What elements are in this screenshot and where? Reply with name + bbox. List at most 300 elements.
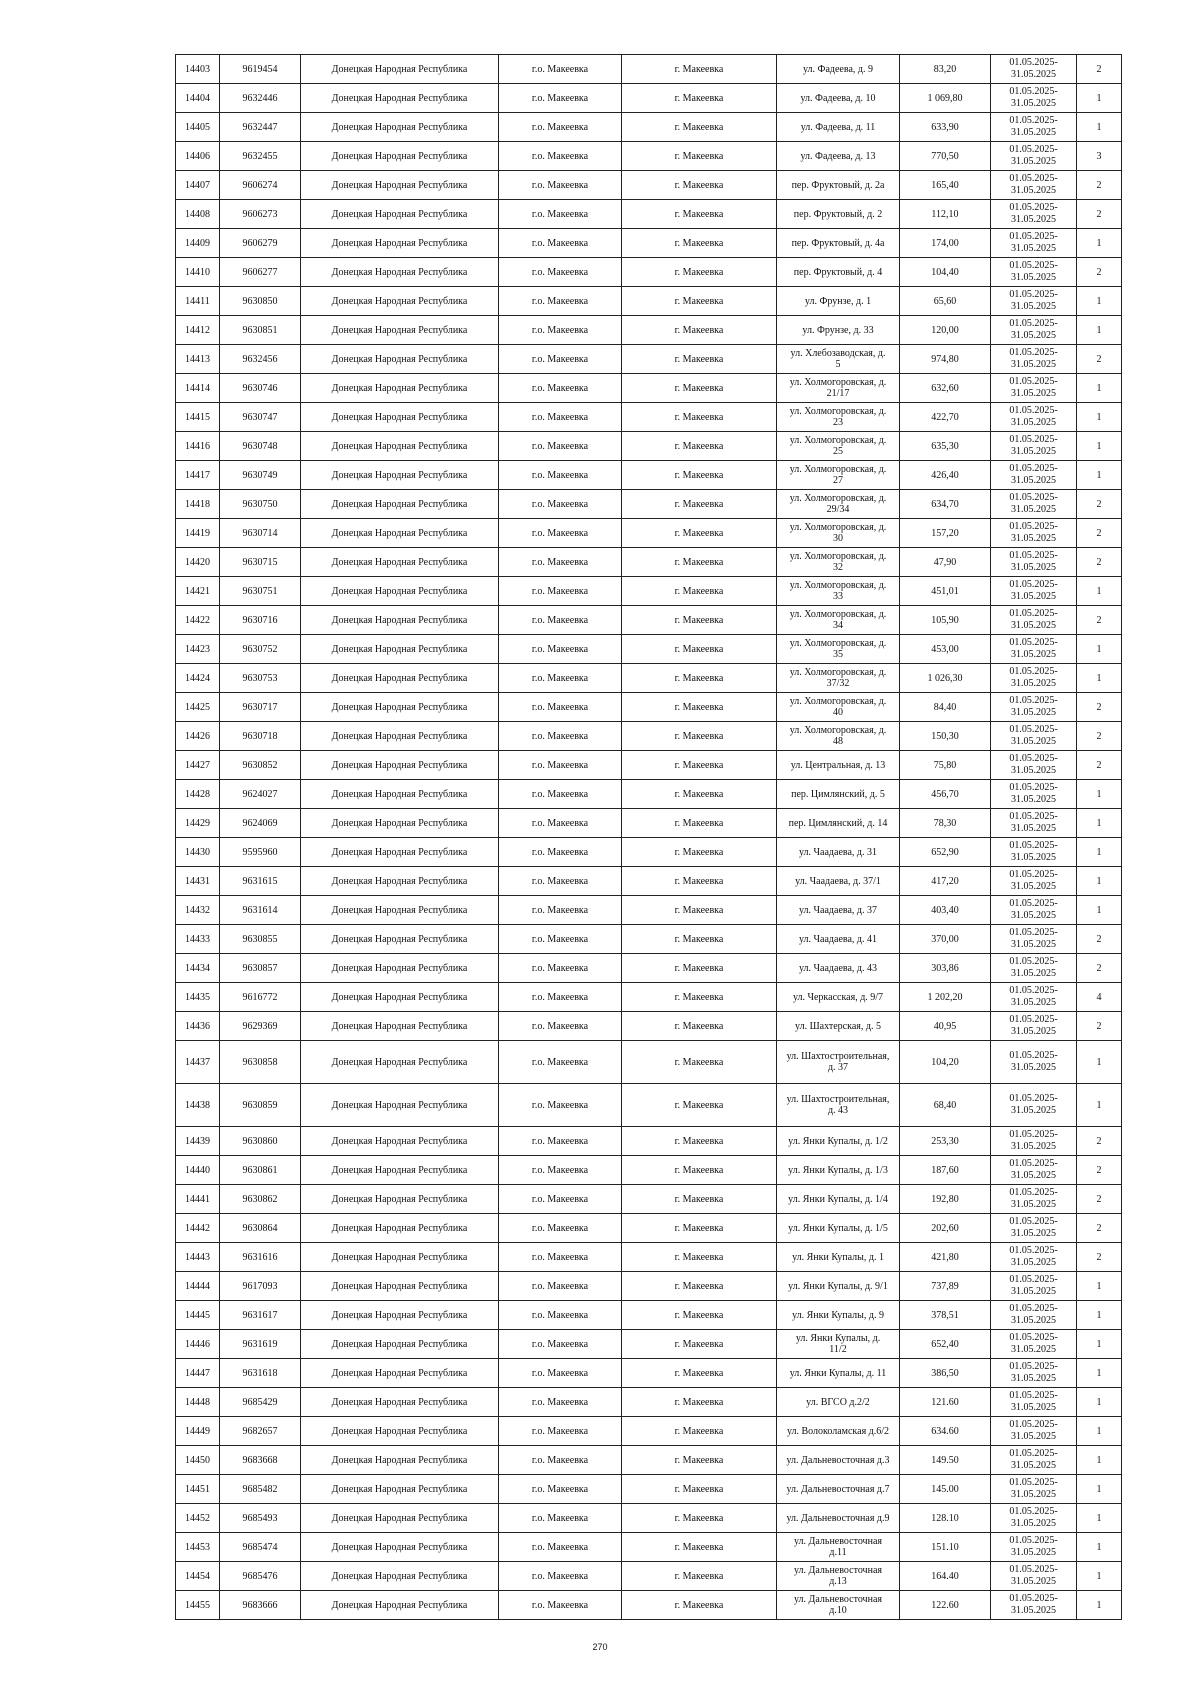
cell-row-index: 14422: [176, 606, 220, 635]
cell-municipality: г.о. Макеевка: [499, 287, 622, 316]
cell-city: г. Макеевка: [622, 838, 777, 867]
cell-region: Донецкая Народная Республика: [301, 1041, 499, 1084]
cell-period: 01.05.2025- 31.05.2025: [991, 461, 1077, 490]
cell-object-code: 9682657: [220, 1417, 301, 1446]
cell-object-code: 9630714: [220, 519, 301, 548]
cell-address: ул. Фрунзе, д. 33: [777, 316, 900, 345]
cell-area: 1 069,80: [900, 84, 991, 113]
cell-municipality: г.о. Макеевка: [499, 55, 622, 84]
cell-object-code: 9606274: [220, 171, 301, 200]
cell-area: 65,60: [900, 287, 991, 316]
cell-city: г. Макеевка: [622, 896, 777, 925]
cell-area: 151.10: [900, 1533, 991, 1562]
cell-period: 01.05.2025- 31.05.2025: [991, 751, 1077, 780]
cell-address: ул. Шахтерская, д. 5: [777, 1012, 900, 1041]
cell-address: ул. Янки Купалы, д. 11/2: [777, 1330, 900, 1359]
cell-city: г. Макеевка: [622, 461, 777, 490]
cell-region: Донецкая Народная Республика: [301, 635, 499, 664]
cell-count: 1: [1077, 577, 1122, 606]
cell-region: Донецкая Народная Республика: [301, 954, 499, 983]
cell-city: г. Макеевка: [622, 1417, 777, 1446]
table-row: [176, 1012, 1122, 1041]
table-row: [176, 780, 1122, 809]
table-row: [176, 200, 1122, 229]
cell-period: 01.05.2025- 31.05.2025: [991, 693, 1077, 722]
cell-object-code: 9606279: [220, 229, 301, 258]
cell-row-index: 14427: [176, 751, 220, 780]
table-row: [176, 171, 1122, 200]
cell-object-code: 9683666: [220, 1591, 301, 1620]
cell-address: ул. Холмогоровская, д. 23: [777, 403, 900, 432]
cell-object-code: 9630751: [220, 577, 301, 606]
cell-area: 253,30: [900, 1127, 991, 1156]
cell-area: 1 202,20: [900, 983, 991, 1012]
cell-region: Донецкая Народная Республика: [301, 983, 499, 1012]
cell-period: 01.05.2025- 31.05.2025: [991, 896, 1077, 925]
table-row: [176, 84, 1122, 113]
cell-city: г. Макеевка: [622, 519, 777, 548]
table-row: [176, 1185, 1122, 1214]
cell-row-index: 14408: [176, 200, 220, 229]
cell-address: ул. Волоколамская д.6/2: [777, 1417, 900, 1446]
cell-period: 01.05.2025- 31.05.2025: [991, 229, 1077, 258]
cell-address: ул. Холмогоровская, д. 27: [777, 461, 900, 490]
cell-city: г. Макеевка: [622, 1388, 777, 1417]
cell-address: ул. Фрунзе, д. 1: [777, 287, 900, 316]
cell-municipality: г.о. Макеевка: [499, 316, 622, 345]
cell-city: г. Макеевка: [622, 229, 777, 258]
cell-area: 47,90: [900, 548, 991, 577]
cell-count: 2: [1077, 171, 1122, 200]
cell-object-code: 9630858: [220, 1041, 301, 1084]
cell-area: 386,50: [900, 1359, 991, 1388]
cell-area: 83,20: [900, 55, 991, 84]
cell-count: 1: [1077, 1446, 1122, 1475]
table-row: [176, 1417, 1122, 1446]
cell-row-index: 14409: [176, 229, 220, 258]
cell-row-index: 14448: [176, 1388, 220, 1417]
cell-area: 157,20: [900, 519, 991, 548]
cell-address: ул. Холмогоровская, д. 21/17: [777, 374, 900, 403]
cell-city: г. Макеевка: [622, 258, 777, 287]
cell-object-code: 9630717: [220, 693, 301, 722]
cell-city: г. Макеевка: [622, 1446, 777, 1475]
cell-city: г. Макеевка: [622, 664, 777, 693]
cell-row-index: 14415: [176, 403, 220, 432]
cell-city: г. Макеевка: [622, 1156, 777, 1185]
cell-period: 01.05.2025- 31.05.2025: [991, 1446, 1077, 1475]
cell-address: ул. Холмогоровская, д. 37/32: [777, 664, 900, 693]
cell-municipality: г.о. Макеевка: [499, 1243, 622, 1272]
table-row: [176, 577, 1122, 606]
cell-count: 2: [1077, 1156, 1122, 1185]
cell-area: 104,20: [900, 1041, 991, 1084]
cell-count: 1: [1077, 229, 1122, 258]
cell-region: Донецкая Народная Республика: [301, 1417, 499, 1446]
cell-period: 01.05.2025- 31.05.2025: [991, 345, 1077, 374]
cell-address: пер. Цимлянский, д. 14: [777, 809, 900, 838]
cell-region: Донецкая Народная Республика: [301, 374, 499, 403]
cell-city: г. Макеевка: [622, 84, 777, 113]
cell-address: ул. Янки Купалы, д. 1/5: [777, 1214, 900, 1243]
cell-area: 187,60: [900, 1156, 991, 1185]
cell-city: г. Макеевка: [622, 925, 777, 954]
cell-count: 1: [1077, 1359, 1122, 1388]
cell-object-code: 9632446: [220, 84, 301, 113]
cell-area: 84,40: [900, 693, 991, 722]
cell-period: 01.05.2025- 31.05.2025: [991, 1591, 1077, 1620]
cell-count: 1: [1077, 1330, 1122, 1359]
cell-area: 770,50: [900, 142, 991, 171]
cell-row-index: 14405: [176, 113, 220, 142]
cell-municipality: г.о. Макеевка: [499, 1504, 622, 1533]
cell-area: 634,70: [900, 490, 991, 519]
cell-municipality: г.о. Макеевка: [499, 84, 622, 113]
cell-city: г. Макеевка: [622, 287, 777, 316]
cell-count: 1: [1077, 1533, 1122, 1562]
cell-row-index: 14443: [176, 1243, 220, 1272]
cell-object-code: 9685476: [220, 1562, 301, 1591]
cell-municipality: г.о. Макеевка: [499, 548, 622, 577]
cell-area: 633,90: [900, 113, 991, 142]
cell-object-code: 9630864: [220, 1214, 301, 1243]
cell-period: 01.05.2025- 31.05.2025: [991, 1156, 1077, 1185]
cell-object-code: 9629369: [220, 1012, 301, 1041]
cell-object-code: 9630851: [220, 316, 301, 345]
cell-row-index: 14436: [176, 1012, 220, 1041]
table-row: [176, 548, 1122, 577]
table-row: [176, 1214, 1122, 1243]
cell-area: 635,30: [900, 432, 991, 461]
cell-area: 634.60: [900, 1417, 991, 1446]
cell-region: Донецкая Народная Республика: [301, 287, 499, 316]
cell-row-index: 14425: [176, 693, 220, 722]
cell-municipality: г.о. Макеевка: [499, 693, 622, 722]
cell-municipality: г.о. Макеевка: [499, 374, 622, 403]
cell-row-index: 14447: [176, 1359, 220, 1388]
cell-address: ул. Дальневосточная д.3: [777, 1446, 900, 1475]
cell-row-index: 14428: [176, 780, 220, 809]
cell-region: Донецкая Народная Республика: [301, 1562, 499, 1591]
cell-municipality: г.о. Макеевка: [499, 1359, 622, 1388]
cell-row-index: 14407: [176, 171, 220, 200]
cell-count: 1: [1077, 1562, 1122, 1591]
cell-address: ул. Черкасская, д. 9/7: [777, 983, 900, 1012]
cell-count: 1: [1077, 374, 1122, 403]
cell-row-index: 14416: [176, 432, 220, 461]
cell-city: г. Макеевка: [622, 1272, 777, 1301]
cell-row-index: 14439: [176, 1127, 220, 1156]
cell-period: 01.05.2025- 31.05.2025: [991, 1272, 1077, 1301]
cell-period: 01.05.2025- 31.05.2025: [991, 1127, 1077, 1156]
cell-area: 737,89: [900, 1272, 991, 1301]
cell-period: 01.05.2025- 31.05.2025: [991, 316, 1077, 345]
cell-count: 2: [1077, 606, 1122, 635]
cell-row-index: 14403: [176, 55, 220, 84]
cell-period: 01.05.2025- 31.05.2025: [991, 200, 1077, 229]
cell-period: 01.05.2025- 31.05.2025: [991, 780, 1077, 809]
table-row: [176, 1041, 1122, 1084]
cell-period: 01.05.2025- 31.05.2025: [991, 1562, 1077, 1591]
cell-region: Донецкая Народная Республика: [301, 258, 499, 287]
cell-municipality: г.о. Макеевка: [499, 1041, 622, 1084]
cell-address: ул. Шахтостроительная, д. 37: [777, 1041, 900, 1084]
table-row: [176, 1533, 1122, 1562]
cell-count: 2: [1077, 1185, 1122, 1214]
cell-row-index: 14451: [176, 1475, 220, 1504]
cell-municipality: г.о. Макеевка: [499, 983, 622, 1012]
cell-count: 2: [1077, 1012, 1122, 1041]
cell-region: Донецкая Народная Республика: [301, 1156, 499, 1185]
cell-address: ул. Чаадаева, д. 37/1: [777, 867, 900, 896]
cell-period: 01.05.2025- 31.05.2025: [991, 1214, 1077, 1243]
cell-count: 4: [1077, 983, 1122, 1012]
cell-row-index: 14444: [176, 1272, 220, 1301]
cell-object-code: 9606273: [220, 200, 301, 229]
cell-address: ул. Чаадаева, д. 37: [777, 896, 900, 925]
cell-row-index: 14440: [176, 1156, 220, 1185]
cell-object-code: 9630715: [220, 548, 301, 577]
cell-object-code: 9685493: [220, 1504, 301, 1533]
cell-area: 974,80: [900, 345, 991, 374]
cell-row-index: 14441: [176, 1185, 220, 1214]
cell-row-index: 14455: [176, 1591, 220, 1620]
cell-object-code: 9632456: [220, 345, 301, 374]
cell-period: 01.05.2025- 31.05.2025: [991, 606, 1077, 635]
cell-address: ул. Янки Купалы, д. 1/3: [777, 1156, 900, 1185]
cell-municipality: г.о. Макеевка: [499, 896, 622, 925]
cell-city: г. Макеевка: [622, 432, 777, 461]
table-row: [176, 1330, 1122, 1359]
cell-row-index: 14421: [176, 577, 220, 606]
cell-municipality: г.о. Макеевка: [499, 1156, 622, 1185]
cell-region: Донецкая Народная Республика: [301, 1012, 499, 1041]
cell-municipality: г.о. Макеевка: [499, 577, 622, 606]
cell-period: 01.05.2025- 31.05.2025: [991, 1084, 1077, 1127]
cell-period: 01.05.2025- 31.05.2025: [991, 983, 1077, 1012]
cell-region: Донецкая Народная Республика: [301, 316, 499, 345]
cell-count: 2: [1077, 925, 1122, 954]
cell-object-code: 9630857: [220, 954, 301, 983]
cell-municipality: г.о. Макеевка: [499, 490, 622, 519]
cell-region: Донецкая Народная Республика: [301, 55, 499, 84]
cell-city: г. Макеевка: [622, 577, 777, 606]
cell-city: г. Макеевка: [622, 548, 777, 577]
cell-address: ул. Холмогоровская, д. 32: [777, 548, 900, 577]
cell-period: 01.05.2025- 31.05.2025: [991, 171, 1077, 200]
records-table: [175, 54, 1122, 1620]
cell-count: 1: [1077, 432, 1122, 461]
cell-object-code: 9685482: [220, 1475, 301, 1504]
cell-period: 01.05.2025- 31.05.2025: [991, 1330, 1077, 1359]
cell-region: Донецкая Народная Республика: [301, 1084, 499, 1127]
cell-period: 01.05.2025- 31.05.2025: [991, 1243, 1077, 1272]
cell-area: 120,00: [900, 316, 991, 345]
cell-region: Донецкая Народная Республика: [301, 1272, 499, 1301]
cell-object-code: 9632455: [220, 142, 301, 171]
table-row: [176, 983, 1122, 1012]
cell-area: 174,00: [900, 229, 991, 258]
cell-region: Донецкая Народная Республика: [301, 1388, 499, 1417]
cell-row-index: 14435: [176, 983, 220, 1012]
cell-address: ул. Холмогоровская, д. 25: [777, 432, 900, 461]
cell-count: 1: [1077, 316, 1122, 345]
cell-region: Донецкая Народная Республика: [301, 722, 499, 751]
cell-municipality: г.о. Макеевка: [499, 809, 622, 838]
cell-region: Донецкая Народная Республика: [301, 142, 499, 171]
cell-address: ул. Янки Купалы, д. 11: [777, 1359, 900, 1388]
cell-count: 2: [1077, 200, 1122, 229]
document-sheet: [175, 54, 1121, 1620]
cell-object-code: 9606277: [220, 258, 301, 287]
cell-region: Донецкая Народная Республика: [301, 577, 499, 606]
cell-municipality: г.о. Макеевка: [499, 461, 622, 490]
cell-object-code: 9683668: [220, 1446, 301, 1475]
table-row: [176, 316, 1122, 345]
cell-object-code: 9624027: [220, 780, 301, 809]
table-row: [176, 838, 1122, 867]
table-row: [176, 751, 1122, 780]
table-row: [176, 606, 1122, 635]
cell-address: ул. Чаадаева, д. 31: [777, 838, 900, 867]
cell-count: 2: [1077, 55, 1122, 84]
cell-object-code: 9630748: [220, 432, 301, 461]
cell-address: ул. Чаадаева, д. 43: [777, 954, 900, 983]
cell-object-code: 9630718: [220, 722, 301, 751]
cell-area: 112,10: [900, 200, 991, 229]
cell-city: г. Макеевка: [622, 55, 777, 84]
cell-municipality: г.о. Макеевка: [499, 403, 622, 432]
cell-city: г. Макеевка: [622, 1127, 777, 1156]
cell-region: Донецкая Народная Республика: [301, 461, 499, 490]
table-row: [176, 1359, 1122, 1388]
table-row: [176, 809, 1122, 838]
cell-municipality: г.о. Макеевка: [499, 664, 622, 693]
cell-address: ул. Центральная, д. 13: [777, 751, 900, 780]
cell-count: 2: [1077, 258, 1122, 287]
cell-municipality: г.о. Макеевка: [499, 200, 622, 229]
table-row: [176, 1084, 1122, 1127]
cell-region: Донецкая Народная Республика: [301, 200, 499, 229]
cell-address: ул. Холмогоровская, д. 34: [777, 606, 900, 635]
cell-city: г. Макеевка: [622, 954, 777, 983]
cell-area: 128.10: [900, 1504, 991, 1533]
cell-city: г. Макеевка: [622, 809, 777, 838]
cell-municipality: г.о. Макеевка: [499, 258, 622, 287]
cell-period: 01.05.2025- 31.05.2025: [991, 258, 1077, 287]
cell-count: 1: [1077, 1591, 1122, 1620]
cell-region: Донецкая Народная Республика: [301, 780, 499, 809]
cell-region: Донецкая Народная Республика: [301, 1475, 499, 1504]
cell-address: ул. Холмогоровская, д. 35: [777, 635, 900, 664]
table-row: [176, 1301, 1122, 1330]
table-row: [176, 461, 1122, 490]
cell-municipality: г.о. Макеевка: [499, 519, 622, 548]
cell-row-index: 14454: [176, 1562, 220, 1591]
cell-city: г. Макеевка: [622, 142, 777, 171]
cell-count: 1: [1077, 1084, 1122, 1127]
cell-municipality: г.о. Макеевка: [499, 142, 622, 171]
cell-city: г. Макеевка: [622, 1504, 777, 1533]
cell-region: Донецкая Народная Республика: [301, 1185, 499, 1214]
cell-municipality: г.о. Макеевка: [499, 925, 622, 954]
cell-region: Донецкая Народная Республика: [301, 925, 499, 954]
table-row: [176, 1388, 1122, 1417]
cell-municipality: г.о. Макеевка: [499, 867, 622, 896]
cell-area: 164.40: [900, 1562, 991, 1591]
table-row: [176, 374, 1122, 403]
cell-period: 01.05.2025- 31.05.2025: [991, 403, 1077, 432]
cell-address: ул. Дальневосточная д.10: [777, 1591, 900, 1620]
cell-row-index: 14445: [176, 1301, 220, 1330]
cell-period: 01.05.2025- 31.05.2025: [991, 287, 1077, 316]
cell-object-code: 9631615: [220, 867, 301, 896]
cell-count: 1: [1077, 461, 1122, 490]
cell-count: 1: [1077, 1388, 1122, 1417]
cell-area: 652,90: [900, 838, 991, 867]
cell-period: 01.05.2025- 31.05.2025: [991, 1301, 1077, 1330]
cell-period: 01.05.2025- 31.05.2025: [991, 55, 1077, 84]
cell-area: 165,40: [900, 171, 991, 200]
cell-area: 192,80: [900, 1185, 991, 1214]
cell-city: г. Макеевка: [622, 171, 777, 200]
cell-object-code: 9619454: [220, 55, 301, 84]
page-number: 270: [592, 1642, 608, 1652]
cell-region: Донецкая Народная Республика: [301, 490, 499, 519]
cell-municipality: г.о. Макеевка: [499, 606, 622, 635]
cell-row-index: 14438: [176, 1084, 220, 1127]
cell-period: 01.05.2025- 31.05.2025: [991, 635, 1077, 664]
cell-city: г. Макеевка: [622, 113, 777, 142]
cell-count: 1: [1077, 1301, 1122, 1330]
cell-object-code: 9630746: [220, 374, 301, 403]
cell-address: ул. Дальневосточная д.9: [777, 1504, 900, 1533]
cell-municipality: г.о. Макеевка: [499, 838, 622, 867]
table-row: [176, 1562, 1122, 1591]
cell-count: 2: [1077, 1127, 1122, 1156]
cell-area: 370,00: [900, 925, 991, 954]
table-row: [176, 432, 1122, 461]
table-row: [176, 896, 1122, 925]
cell-row-index: 14432: [176, 896, 220, 925]
cell-count: 1: [1077, 1417, 1122, 1446]
cell-period: 01.05.2025- 31.05.2025: [991, 1533, 1077, 1562]
cell-object-code: 9632447: [220, 113, 301, 142]
cell-city: г. Макеевка: [622, 374, 777, 403]
cell-city: г. Макеевка: [622, 1012, 777, 1041]
cell-row-index: 14406: [176, 142, 220, 171]
cell-period: 01.05.2025- 31.05.2025: [991, 142, 1077, 171]
table-row: [176, 142, 1122, 171]
cell-period: 01.05.2025- 31.05.2025: [991, 1359, 1077, 1388]
cell-object-code: 9624069: [220, 809, 301, 838]
cell-address: ул. Дальневосточная д.7: [777, 1475, 900, 1504]
cell-row-index: 14437: [176, 1041, 220, 1084]
cell-count: 1: [1077, 84, 1122, 113]
cell-city: г. Макеевка: [622, 1359, 777, 1388]
cell-area: 632,60: [900, 374, 991, 403]
cell-region: Донецкая Народная Республика: [301, 1330, 499, 1359]
cell-address: ул. Шахтостроительная, д. 43: [777, 1084, 900, 1127]
cell-region: Донецкая Народная Республика: [301, 548, 499, 577]
cell-municipality: г.о. Макеевка: [499, 229, 622, 258]
table-row: [176, 1475, 1122, 1504]
cell-region: Донецкая Народная Республика: [301, 1127, 499, 1156]
cell-period: 01.05.2025- 31.05.2025: [991, 838, 1077, 867]
cell-count: 2: [1077, 490, 1122, 519]
cell-area: 422,70: [900, 403, 991, 432]
cell-region: Донецкая Народная Республика: [301, 403, 499, 432]
